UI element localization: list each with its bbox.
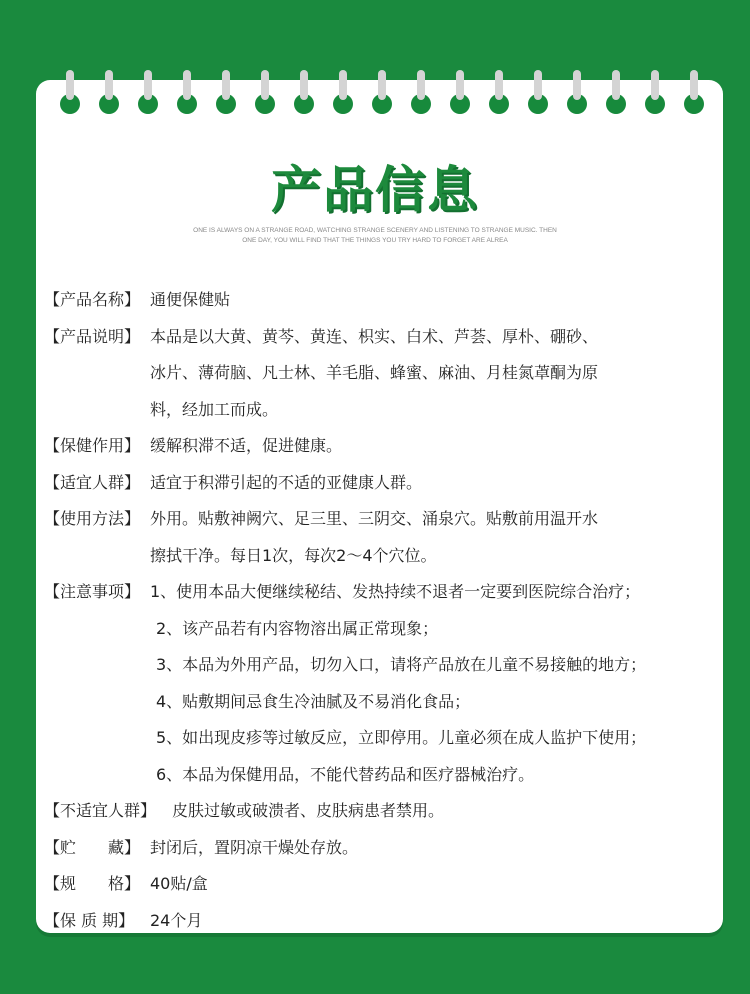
precaution-item: 4、贴敷期间忌食生冷油腻及不易消化食品； — [156, 691, 471, 711]
binder-ring — [175, 66, 199, 126]
subtitle-line-2: ONE DAY, YOU WILL FIND THAT THE THINGS YOU TRY HARD TO FORGET ARE ALREA — [242, 237, 508, 244]
field-value: 缓解积滞不适，促进健康。 — [150, 436, 343, 455]
field-value: 封闭后，置阴凉干燥处存放。 — [150, 837, 359, 857]
field-value: 皮肤过敏或破溃者、皮肤病患者禁用。 — [172, 801, 445, 820]
field-product-description — [44, 319, 714, 429]
field-value-line: 冰片、薄荷脑、凡士林、羊毛脂、蜂蜜、麻油、月桂氮䓬酮为原 — [150, 363, 599, 382]
field-label: 【保 质 期】 — [44, 910, 135, 930]
field-value: 40贴/盒 — [150, 874, 208, 893]
binder-ring — [487, 66, 511, 126]
field-label: 【产品名称】 — [44, 290, 141, 309]
field-label: 【产品说明】 — [44, 326, 141, 346]
binder-ring — [331, 66, 355, 126]
field-product-name — [44, 282, 714, 319]
precaution-item: 5、如出现皮疹等过敏反应，立即停用。儿童必须在成人监护下使用； — [156, 728, 647, 747]
english-subtitle — [0, 226, 750, 246]
field-label: 【注意事项】 — [44, 582, 141, 601]
field-storage — [44, 830, 714, 867]
binder-ring — [97, 66, 121, 126]
field-value-line: 外用。贴敷神阙穴、足三里、三阴交、涌泉穴。贴敷前用温开水 — [150, 509, 599, 528]
field-label: 【规 格】 — [44, 874, 141, 893]
binder-ring — [565, 66, 589, 126]
field-usage — [44, 501, 714, 574]
precaution-item: 2、该产品若有内容物溶出属正常现象； — [156, 618, 439, 638]
field-label: 【使用方法】 — [44, 509, 141, 528]
field-specification — [44, 866, 714, 903]
binder-ring — [682, 66, 706, 126]
field-value-line: 料，经加工而成。 — [150, 399, 279, 419]
binder-ring — [292, 66, 316, 126]
field-label: 【适宜人群】 — [44, 472, 141, 492]
field-label: 【不适宜人群】 — [44, 801, 157, 820]
precaution-item: 6、本品为保健用品，不能代替药品和医疗器械治疗。 — [156, 764, 535, 784]
field-shelf-life — [44, 903, 714, 940]
binder-ring — [604, 66, 628, 126]
subtitle-line-1: ONE IS ALWAYS ON A STRANGE ROAD, WATCHING STRANGE SCENERY AND LISTENING TO STRANGE MUSIC. THEN — [193, 227, 557, 234]
binder-ring — [136, 66, 160, 126]
field-label: 【贮 藏】 — [44, 837, 141, 857]
page-title: 产品信息 — [271, 161, 479, 219]
binder-ring — [409, 66, 433, 126]
field-health-function — [44, 428, 714, 465]
binder-ring — [370, 66, 394, 126]
precaution-item: 3、本品为外用产品，切勿入口，请将产品放在儿童不易接触的地方； — [156, 655, 647, 674]
product-info — [44, 282, 714, 939]
field-unsuitable-people — [44, 793, 714, 830]
field-value-line: 擦拭干净。每日1次，每次2～4个穴位。 — [150, 545, 437, 565]
binder-ring — [643, 66, 667, 126]
field-label: 【保健作用】 — [44, 436, 141, 455]
binder-rings — [58, 66, 708, 126]
binder-ring — [526, 66, 550, 126]
precaution-item: 1、使用本品大便继续秘结、发热持续不退者一定要到医院综合治疗； — [150, 582, 641, 601]
field-value: 24个月 — [150, 910, 203, 930]
field-value: 通便保健贴 — [150, 290, 231, 309]
field-precautions — [44, 574, 714, 793]
binder-ring — [58, 66, 82, 126]
binder-ring — [448, 66, 472, 126]
field-value: 适宜于积滞引起的不适的亚健康人群。 — [150, 472, 423, 492]
binder-ring — [253, 66, 277, 126]
binder-ring — [214, 66, 238, 126]
field-suitable-people — [44, 465, 714, 502]
field-value-line: 本品是以大黄、黄芩、黄连、枳实、白术、芦荟、厚朴、硼砂、 — [150, 326, 599, 346]
